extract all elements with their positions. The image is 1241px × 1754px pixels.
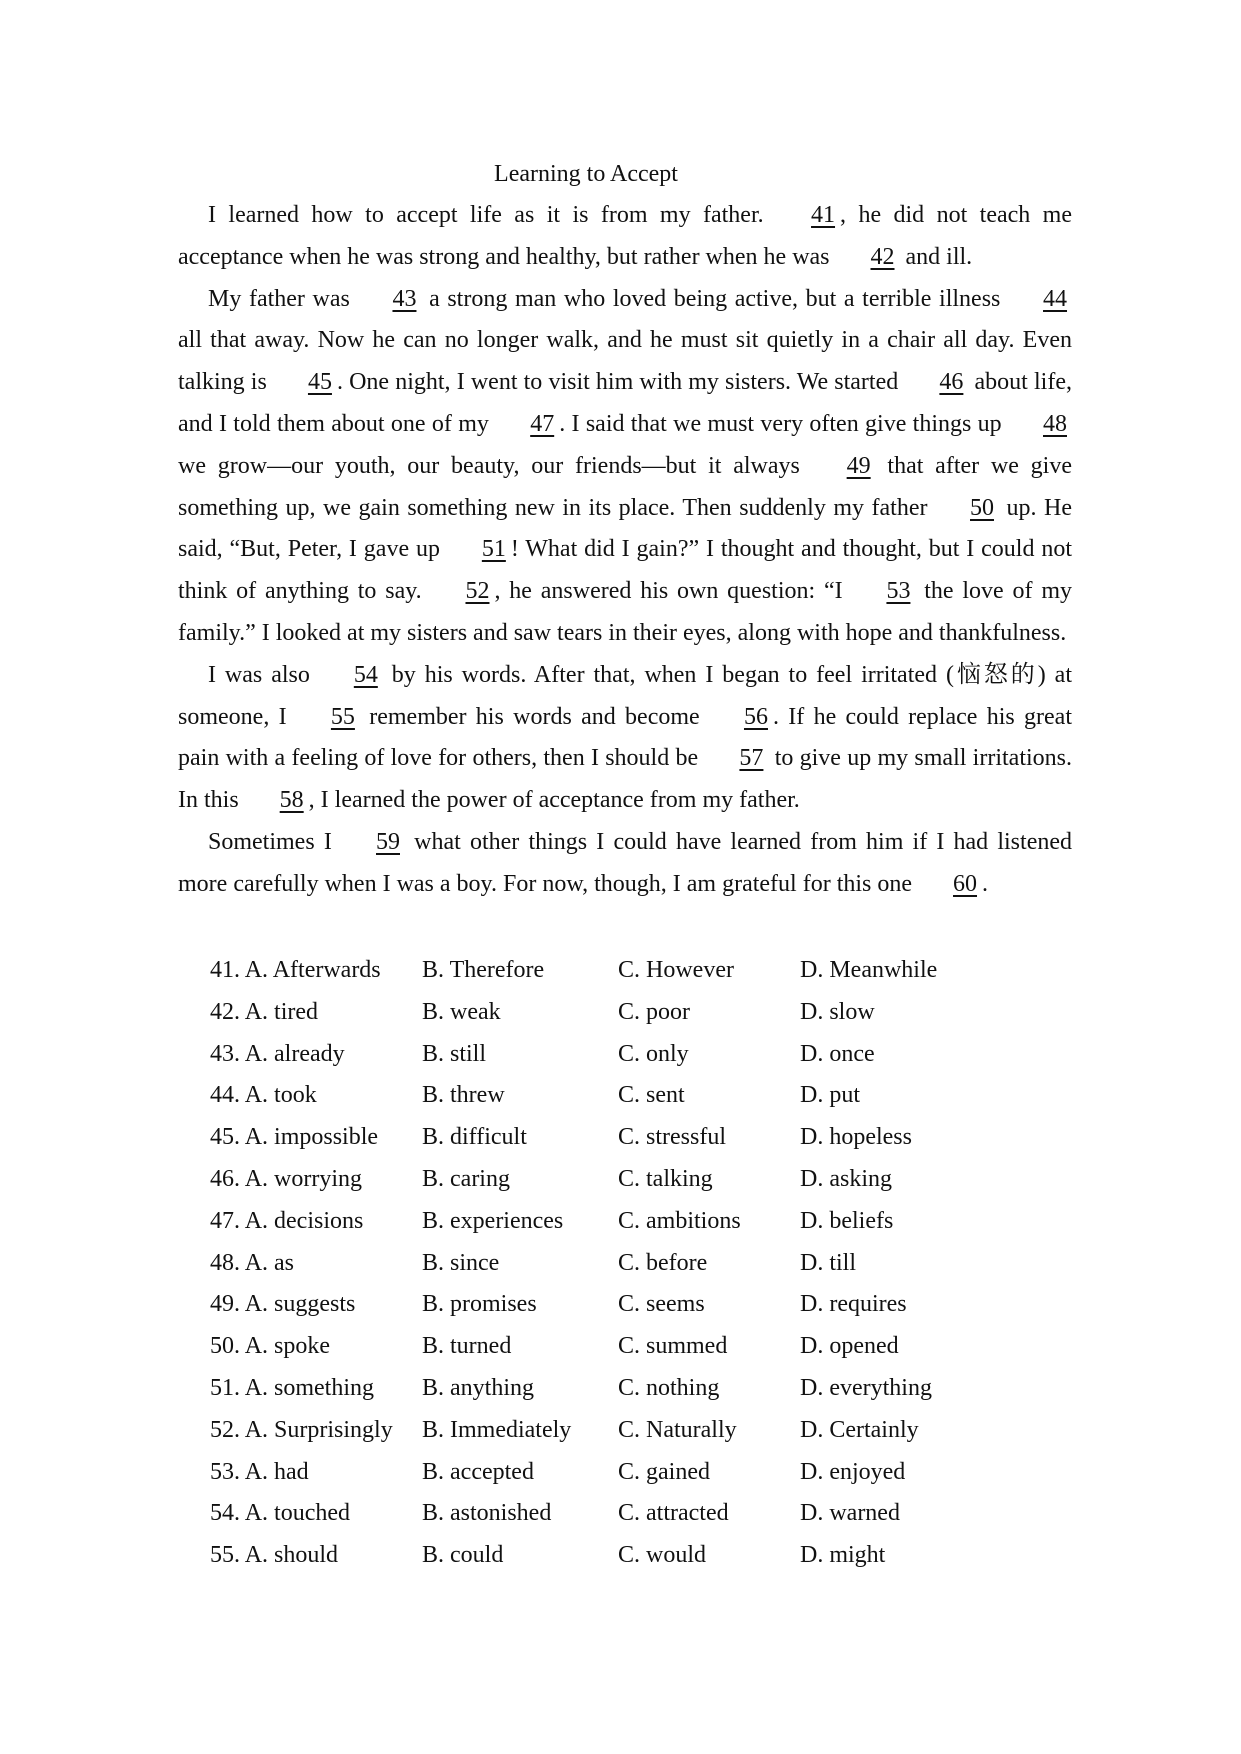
question-number: 53. [210,1458,245,1485]
option-text: A. spoke [244,1333,331,1360]
option-c: C. talking [618,1165,713,1192]
option-b: B. accepted [422,1458,534,1485]
passage-title: Learning to Accept [494,161,678,187]
option-a [210,1034,345,1076]
blank-43: 43 [392,285,417,312]
option-d: D. once [800,1040,875,1067]
blank-57: 57 [739,745,764,772]
option-d: D. put [800,1082,860,1109]
option-b: B. threw [422,1082,505,1109]
option-a [210,1201,363,1243]
option-d: D. Certainly [800,1416,919,1443]
blank-51: 51 [481,536,506,563]
question-53 [210,1452,990,1494]
option-text: A. already [244,1040,345,1067]
paragraph-text: by his words. After that, when I began to feel irritated (恼怒的) at someone, I [178,661,1072,730]
paragraph-text: up. He said, “But, Peter, I gave up [178,494,1072,563]
question-number: 54. [210,1500,245,1527]
question-41 [210,950,990,992]
options-list [210,950,990,1577]
option-c: C. summed [618,1333,728,1360]
option-text: A. something [244,1374,375,1401]
paragraph-text: My father was [208,285,358,312]
question-number: 52. [210,1416,245,1443]
blank-41: 41 [811,202,836,228]
paragraph-text: , he did not teach me acceptance when he was strong and healthy, but rather when he was [178,202,1072,270]
option-c: C. before [618,1249,708,1276]
option-b: B. Immediately [422,1416,572,1443]
paragraph-text: all that away. Now he can no longer walk, and he must sit quietly in a chair all day. Even talking is [178,327,1072,396]
option-text: A. impossible [244,1124,379,1151]
option-c: C. ambitions [618,1207,741,1234]
option-b: B. difficult [422,1124,527,1151]
option-c: C. Naturally [618,1416,737,1443]
option-b: B. still [422,1040,487,1067]
question-number: 47. [210,1207,245,1234]
option-text: A. suggests [244,1291,356,1318]
blank-52: 52 [465,578,490,605]
option-text: A. had [244,1458,309,1485]
question-45 [210,1117,990,1159]
option-a [210,1368,374,1410]
option-c: C. attracted [618,1500,729,1527]
blank-44: 44 [1043,285,1068,312]
paragraph-text: . I said that we must very often give things up [559,410,1008,437]
question-number: 46. [210,1165,245,1192]
question-49 [210,1284,990,1326]
option-text: A. Surprisingly [244,1416,393,1443]
option-d: D. everything [800,1374,932,1401]
question-44 [210,1075,990,1117]
option-c: C. only [618,1040,689,1067]
question-54 [210,1493,990,1535]
option-a [210,950,381,992]
paragraph-text: I was also [208,661,319,688]
question-51 [210,1368,990,1410]
paragraph-text: I learned how to accept life as it is from my father. [208,202,777,228]
blank-53: 53 [886,578,911,605]
option-d: D. opened [800,1333,899,1360]
paragraph-text: and ill. [899,243,973,270]
paragraph-text: Sometimes I [208,828,341,855]
blank-60: 60 [953,870,978,897]
question-46 [210,1159,990,1201]
option-d: D. Meanwhile [800,957,938,983]
option-c: C. poor [618,998,690,1025]
option-text: A. took [244,1082,317,1109]
question-55 [210,1535,990,1577]
option-c: C. However [618,957,734,983]
question-48 [210,1243,990,1285]
option-text: A. Afterwards [244,957,381,983]
paragraph-text: remember his words and become [359,703,709,730]
question-52 [210,1410,990,1452]
paragraph [178,655,1072,822]
option-b: B. weak [422,998,501,1025]
option-b: B. turned [422,1333,512,1360]
paragraph-text: that after we give something up, we gain something new in its place. Then suddenly my father [178,452,1072,521]
option-a [210,1159,362,1201]
option-text: A. as [244,1249,295,1276]
option-d: D. warned [800,1500,900,1527]
paragraph-text: what other things I could have learned from him if I had listened more carefully when I was a boy. For now, though, I am grateful for this one [178,828,1072,897]
paragraph [178,195,1072,279]
option-c: C. sent [618,1082,685,1109]
paragraph-text: . If he could replace his great pain with a feeling of love for others, then I should be [178,703,1073,772]
question-number: 50. [210,1333,245,1360]
option-a [210,1075,317,1117]
paragraph-text: to give up my small irritations. In this [178,745,1073,814]
blank-59: 59 [376,828,400,855]
option-a [210,1410,393,1452]
question-number: 41. [210,957,245,983]
option-text: A. touched [244,1500,350,1527]
paragraph-text: . [982,870,989,897]
option-d: D. slow [800,998,875,1025]
option-c: C. seems [618,1291,705,1318]
option-text: A. worrying [244,1165,363,1192]
option-a [210,1535,338,1577]
question-42 [210,992,990,1034]
option-d: D. asking [800,1165,892,1192]
option-a [210,992,318,1034]
question-47 [210,1201,990,1243]
blank-54: 54 [353,661,378,688]
option-b: B. experiences [422,1207,564,1234]
blank-48: 48 [1043,410,1067,437]
option-a [210,1284,355,1326]
option-b: B. could [422,1542,504,1569]
option-a [210,1452,309,1494]
paragraph-text: we grow—our youth, our beauty, our friends—but it always [178,452,812,479]
option-c: C. nothing [618,1374,720,1401]
option-b: B. since [422,1249,500,1276]
option-b: B. astonished [422,1500,552,1527]
option-a [210,1326,330,1368]
option-b: B. anything [422,1374,534,1401]
paragraph-text: , he answered his own question: “I [494,578,852,605]
option-b: B. caring [422,1165,510,1192]
paragraph [178,822,1072,906]
passage-body [178,195,1072,906]
option-a [210,1243,294,1285]
blank-56: 56 [743,703,768,730]
blank-45: 45 [307,369,332,396]
blank-49: 49 [846,452,871,479]
option-a [210,1117,378,1159]
question-number: 55. [210,1542,245,1569]
paragraph-text: . One night, I went to visit him with my sisters. We started [336,369,905,396]
question-number: 42. [210,998,245,1025]
question-number: 49. [210,1291,245,1318]
blank-55: 55 [330,703,355,730]
question-number: 44. [210,1082,245,1109]
blank-50: 50 [970,494,994,521]
option-c: C. gained [618,1458,710,1485]
question-43 [210,1034,990,1076]
option-text: A. should [244,1542,339,1569]
question-number: 43. [210,1040,245,1067]
paragraph-text: the love of my family.” I looked at my sisters and saw tears in their eyes, along with hope and thankfulness. [178,578,1072,646]
option-d: D. requires [800,1291,907,1318]
paragraph-text: ! What did I gain?” I thought and thought, but I could not think of anything to say. [178,536,1073,605]
question-number: 48. [210,1249,245,1276]
option-c: C. stressful [618,1124,726,1151]
option-d: D. hopeless [800,1124,912,1151]
blank-58: 58 [279,787,304,814]
question-50 [210,1326,990,1368]
question-number: 45. [210,1124,245,1151]
question-number: 51. [210,1374,245,1401]
option-b: B. Therefore [422,957,545,983]
paragraph-text: a strong man who loved being active, but a terrible illness [421,285,1009,312]
option-text: A. tired [244,998,318,1025]
option-d: D. might [800,1542,886,1569]
paragraph [178,279,1072,655]
option-c: C. would [618,1542,707,1569]
option-a [210,1493,350,1535]
option-d: D. beliefs [800,1207,894,1234]
blank-46: 46 [939,369,964,396]
option-text: A. decisions [244,1207,364,1234]
option-d: D. till [800,1249,857,1276]
blank-42: 42 [870,243,895,270]
option-b: B. promises [422,1291,537,1318]
paragraph-text: about life, and I told them about one of my [178,369,1072,437]
paragraph-text: , I learned the power of acceptance from my father. [308,787,800,814]
blank-47: 47 [530,410,555,437]
option-d: D. enjoyed [800,1458,906,1485]
